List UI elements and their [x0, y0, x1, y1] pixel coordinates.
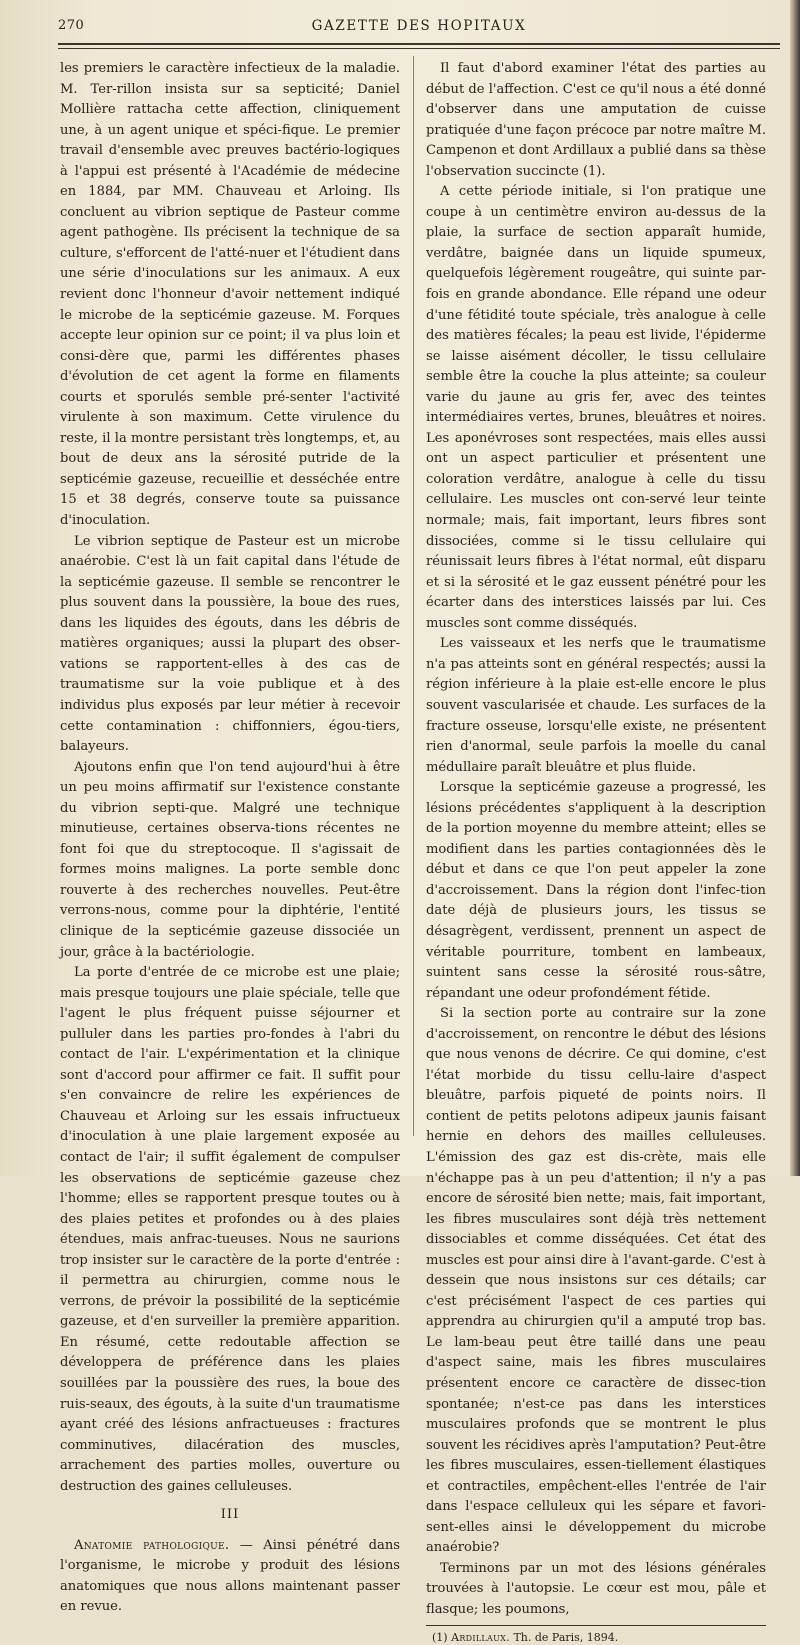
footnote-marker: (1) [432, 1630, 452, 1644]
paragraph: Le vibrion septique de Pasteur est un microbe anaérobie. C'est là un fait capital dans l'étude de la septicémie gazeuse. Il semble se rencontrer le plus souvent dans la poussière, la boue des rues, dans les liquides des égouts, dans les débris de matières organiques; aussi la plupart des obser-vations se rapportent-elles à des cas de traumatisme sur la voie publique et à des individus plus exposés par leur métier à recevoir cette contamination : chiffonniers, égou-tiers, balayeurs. [60, 533, 400, 755]
paragraph: A cette période initiale, si l'on pratique une coupe à un centimètre environ au-dessus de la plaie, la surface de section apparaît humide, verdâtre, baignée dans un liquide spumeux, quelquefois légèrement rougeâtre, qui suinte par-fois en grande abondance. Elle répand une odeur d'une fétidité toute spéciale, très analogue à celle des matières fécales; la peau est livide, l'épiderme se laisse aisément décoller, le tissu cellulaire semble être la couche la plus atteinte; sa couleur varie du jaune au gris fer, avec des teintes intermédiaires vertes, brunes, bleuâtres et noires. Les aponévroses sont respectées, mais elles aussi ont un aspect particulier et présentent une coloration verdâtre, analogue à celle du tissu cellulaire. Les muscles ont con-servé leur teinte normale; mais, fait important, leurs fibres sont dissociées, comme si le tissu cellulaire qui réunissait leurs fibres à l'état normal, eût disparu et si la sérosité et le gaz eussent pénétré pour les écarter dans des interstices laissés par lui. Ces muscles sont comme disséqués. [426, 184, 766, 631]
paragraph: les premiers le caractère infectieux de la maladie. M. Ter-rillon insista sur sa septicité; Daniel Mollière rattacha cette affection, cliniquement une, à un agent unique et spéci-fique. Le premier travail d'ensemble avec preuves bactério-logiques à l'appui est présenté à l'Académie de médecine en 1884, par MM. Chauveau et Arloing. Ils concluent au vibrion septique de Pasteur comme agent pathogène. Ils précisent la technique de sa culture, s'efforcent de l'atté-nuer et l'étudient dans une série d'inoculations sur les animaux. A eux revient donc l'honneur d'avoir nettement indiqué le microbe de la septicémie gazeuse. M. Forques accepte leur opinion sur ce point; il va plus loin et consi-dère que, parmi les différentes phases d'évolution de cet agent la forme en filaments courts et sporulés semble pré-senter l'activité virulente à son maximum. Cette virulence du reste, il la montre persistant très longtemps, et, au bout de deux ans la sérosité putride de la septicémie gazeuse, recueillie et desséchée entre 15 et 38 degrés, conserve toute sa puissance d'inoculation. [60, 61, 400, 529]
footnote-text: Th. de Paris, 1894. [509, 1630, 619, 1644]
footnote-author: Ardillaux. [451, 1630, 510, 1644]
paragraph: Lorsque la septicémie gazeuse a progressé, les lésions précédentes s'appliquent à la description de la portion moyenne du membre atteint; elles se modifient dans les parties contagionnées dès le début et dans ce que l'on peut appeler la zone d'accroissement. Dans la région dont l'infec-tion date déjà de plusieurs jours, les tissus se désagrègent, verdissent, prennent un aspect de véritable pourriture, tombent en lambeaux, suintent sans cesse la sérosité rous-sâtre, répandant une odeur profondément fétide. [426, 780, 766, 1001]
section-text: — Ainsi pénétré dans l'organisme, le microbe y produit des lésions anatomiques que nous allons maintenant passer en revue. [60, 1537, 400, 1615]
column-divider [413, 56, 414, 1136]
paragraph: Ajoutons enfin que l'on tend aujourd'hui à être un peu moins affirmatif sur l'existence constante du vibrion septi-que. Malgré une technique minutieuse, certaines observa-tions récentes ne font foi que du streptocoque. Il s'agissait de formes moins malignes. La porte semble donc rouverte à des recherches nouvelles. Peut-être verrons-nous, comme pour la diphtérie, l'entité clinique de la septicémie gazeuse dissociée un jour, grâce à la bactériologie. [60, 759, 400, 960]
header-rule-thin [58, 48, 780, 49]
footnote-rule [426, 1625, 766, 1626]
left-column [60, 59, 400, 1618]
section-heading: Anatomie pathologique. [74, 1537, 230, 1553]
paragraph: Les vaisseaux et les nerfs que le traumatisme n'a pas atteints sont en général respectés; aussi la région inférieure à la plaie est-elle encore le plus souvent vascularisée et chaude. Les surfaces de la fracture osseuse, lorsqu'elle existe, ne présentent rien d'anormal, seule parfois la moelle du canal médullaire paraît bleuâtre et plus fluide. [426, 636, 766, 775]
running-header [58, 18, 780, 40]
footnote [426, 1630, 766, 1645]
journal-title: GAZETTE DES HOPITAUX [311, 18, 527, 34]
paragraph: La porte d'entrée de ce microbe est une plaie; mais presque toujours une plaie spéciale, telle que l'agent le plus fréquent puisse séjourner et pulluler dans les parties pro-fondes à l'abri du contact de l'air. L'expérimentation et la clinique sont d'accord pour affirmer ce fait. Il suffit pour s'en convaincre de relire les expériences de Chauveau et Arloing sur les essais infructueux d'inoculation à une plaie largement exposée au contact de l'air; il suffit également de compulser les observations de septicémie gazeuse chez l'homme; elles se rapportent presque toutes ou à des plaies petites et profondes ou à des plaies étendues, mais anfrac-tueuses. Nous ne saurions trop insister sur le caractère de la porte d'entrée : il permettra au chirurgien, comme nous le verrons, de prévoir la possibilité de la septicémie gazeuse, et d'en surveiller la première apparition. En résumé, cette redoutable affection se développera de préférence dans les plaies souillées par la poussière des rues, la boue des ruis-seaux, des égouts, à la suite d'un traumatisme ayant créé des lésions anfractueuses : fractures comminutives, dilacération des muscles, arrachement des parties molles, ouverture ou destruction des gaines celluleuses. [60, 965, 400, 1494]
paragraph: Si la section porte au contraire sur la zone d'accroissement, on rencontre le début des lésions que nous venons de décrire. Ce qui domine, c'est l'état morbide du tissu cellu-laire d'aspect bleuâtre, parfois piqueté de points noirs. Il contient de petits pelotons adipeux jaunis faisant hernie en dehors des mailles celluleuses. L'émission des gaz est dis-crète, mais elle n'échappe pas à un peu d'attention; il n'y a pas encore de sérosité bien nette; mais, fait important, les fibres musculaires sont déjà très nettement dissociables et comme disséquées. Cet état des muscles est pour ainsi dire à l'avant-garde. C'est à dessein que nous insistons sur ces détails; car c'est précisément l'aspect de ces parties qui apprendra au chirurgien qu'il a amputé trop bas. Le lam-beau peut être taillé dans une peau d'aspect saine, mais les fibres musculaires présentent encore ce caractère de dissec-tion spontanée; n'est-ce pas dans les interstices musculaires profonds que se montrent le plus souvent les récidives après l'amputation? Peut-être les fibres musculaires, essen-tiellement élastiques et contractiles, empêchent-elles l'entrée de l'air dans l'espace celluleux qui les sépare et favori-sent-elles ainsi le développement du microbe anaérobie? [426, 1006, 767, 1556]
paragraph: Terminons par un mot des lésions générales trouvées à l'autopsie. Le cœur est mou, pâle et flasque; les poumons, [426, 1560, 766, 1618]
paragraph: Il faut d'abord examiner l'état des parties au début de l'affection. C'est ce qu'il nous a été donné d'observer dans une amputation de cuisse pratiquée d'une façon précoce par notre maître M. Campenon et dont Ardillaux a publié dans sa thèse l'observation succincte (1). [426, 61, 766, 179]
section-paragraph [60, 1536, 400, 1618]
page-edge-shadow [790, 0, 800, 1176]
right-column [426, 59, 766, 1645]
section-number: III [220, 1507, 240, 1523]
page-number: 270 [58, 18, 85, 33]
header-rule-thick [58, 43, 780, 45]
